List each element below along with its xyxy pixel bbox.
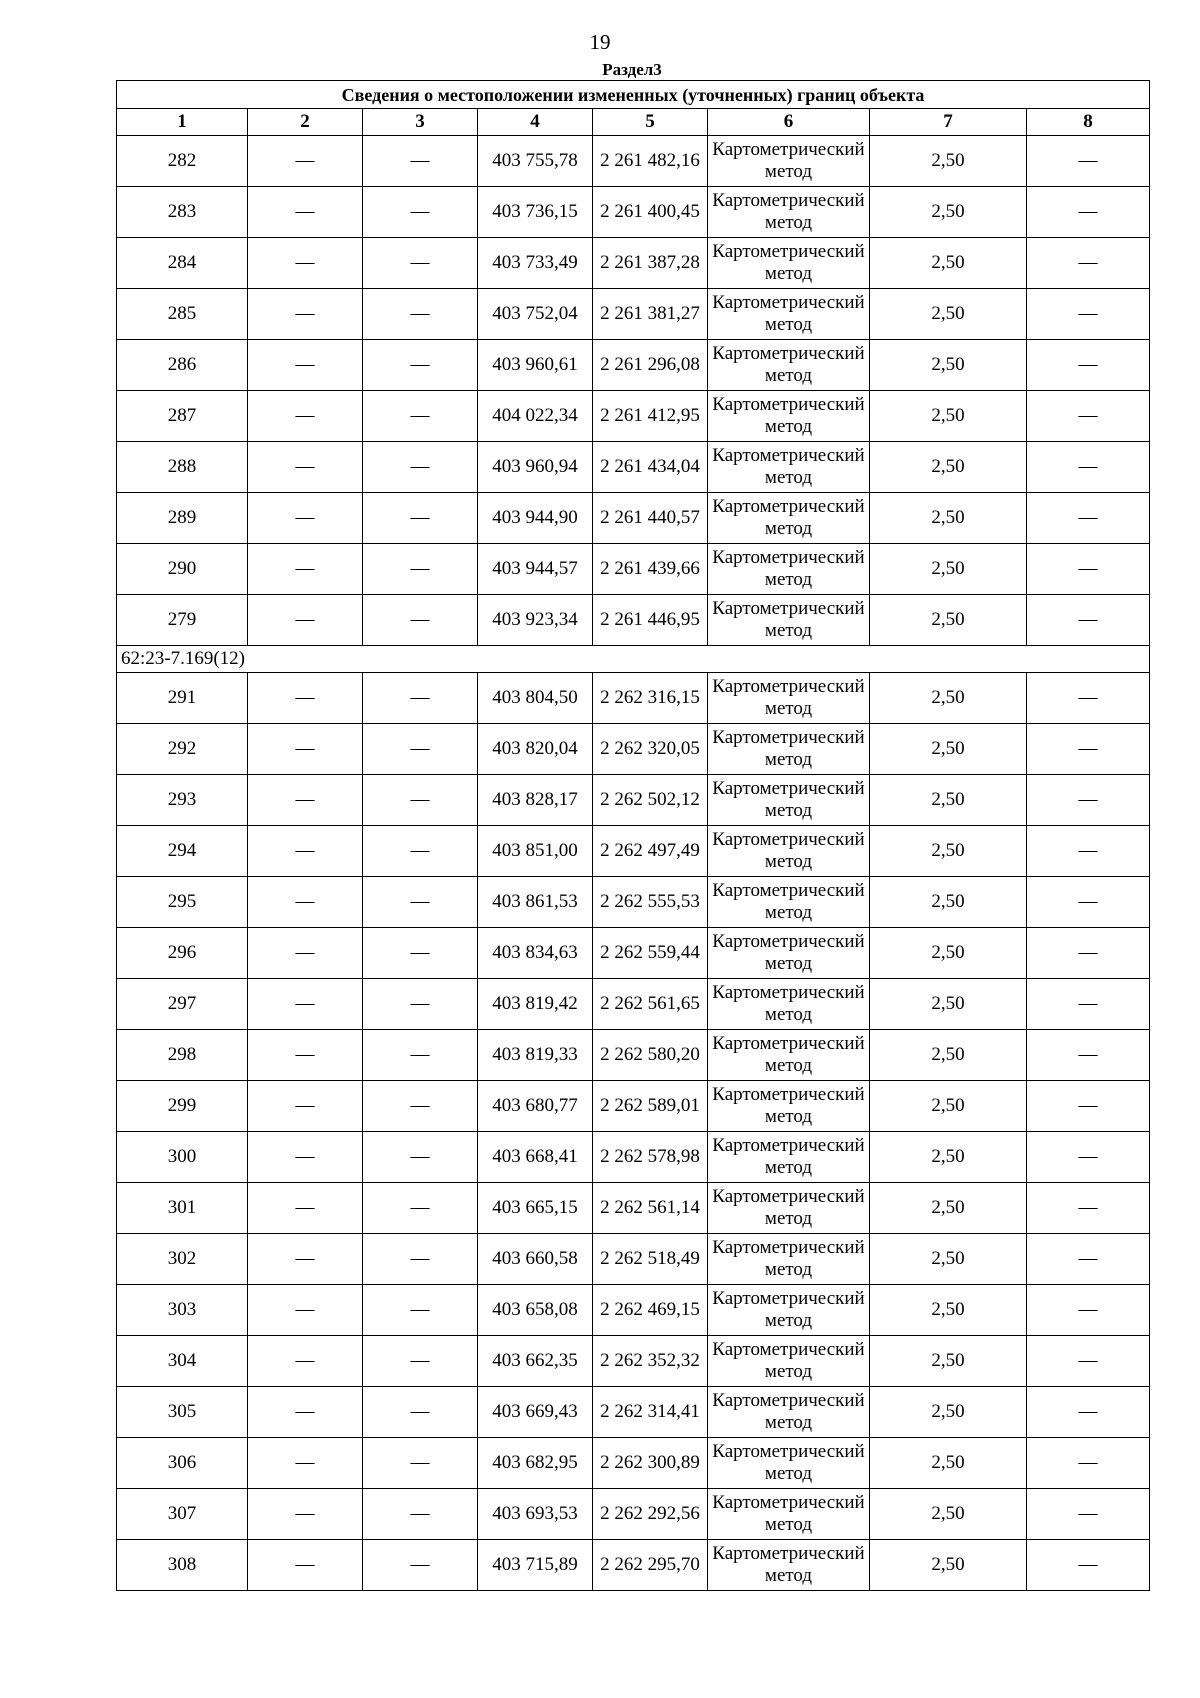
boundary-coordinates-table bbox=[116, 80, 1150, 1591]
col2-cell: — bbox=[248, 1132, 363, 1183]
method-cell: Картометрический метод bbox=[708, 1387, 870, 1438]
y-coordinate-cell: 2 261 296,08 bbox=[593, 340, 708, 391]
col2-cell: — bbox=[248, 391, 363, 442]
table-row bbox=[117, 595, 1150, 646]
accuracy-cell: 2,50 bbox=[870, 979, 1027, 1030]
col8-cell: — bbox=[1027, 1336, 1150, 1387]
col2-cell: — bbox=[248, 1081, 363, 1132]
column-header: 4 bbox=[478, 109, 593, 136]
column-header: 2 bbox=[248, 109, 363, 136]
accuracy-cell: 2,50 bbox=[870, 877, 1027, 928]
point-number-cell: 291 bbox=[117, 673, 248, 724]
col2-cell: — bbox=[248, 1336, 363, 1387]
col3-cell: — bbox=[363, 442, 478, 493]
point-number-cell: 300 bbox=[117, 1132, 248, 1183]
y-coordinate-cell: 2 262 580,20 bbox=[593, 1030, 708, 1081]
x-coordinate-cell: 403 960,61 bbox=[478, 340, 593, 391]
table-row bbox=[117, 1387, 1150, 1438]
method-cell: Картометрический метод bbox=[708, 877, 870, 928]
col2-cell: — bbox=[248, 289, 363, 340]
accuracy-cell: 2,50 bbox=[870, 238, 1027, 289]
table-row bbox=[117, 826, 1150, 877]
x-coordinate-cell: 403 668,41 bbox=[478, 1132, 593, 1183]
col8-cell: — bbox=[1027, 673, 1150, 724]
accuracy-cell: 2,50 bbox=[870, 442, 1027, 493]
col3-cell: — bbox=[363, 826, 478, 877]
y-coordinate-cell: 2 261 440,57 bbox=[593, 493, 708, 544]
method-cell: Картометрический метод bbox=[708, 238, 870, 289]
method-cell: Картометрический метод bbox=[708, 289, 870, 340]
col8-cell: — bbox=[1027, 775, 1150, 826]
method-cell: Картометрический метод bbox=[708, 826, 870, 877]
column-header: 6 bbox=[708, 109, 870, 136]
x-coordinate-cell: 403 923,34 bbox=[478, 595, 593, 646]
point-number-cell: 307 bbox=[117, 1489, 248, 1540]
x-coordinate-cell: 403 851,00 bbox=[478, 826, 593, 877]
col2-cell: — bbox=[248, 1540, 363, 1591]
x-coordinate-cell: 403 960,94 bbox=[478, 442, 593, 493]
point-number-cell: 290 bbox=[117, 544, 248, 595]
col3-cell: — bbox=[363, 1183, 478, 1234]
col3-cell: — bbox=[363, 1438, 478, 1489]
x-coordinate-cell: 403 680,77 bbox=[478, 1081, 593, 1132]
method-cell: Картометрический метод bbox=[708, 1183, 870, 1234]
point-number-cell: 283 bbox=[117, 187, 248, 238]
method-cell: Картометрический метод bbox=[708, 673, 870, 724]
col8-cell: — bbox=[1027, 187, 1150, 238]
x-coordinate-cell: 403 861,53 bbox=[478, 877, 593, 928]
point-number-cell: 293 bbox=[117, 775, 248, 826]
column-header-row bbox=[117, 109, 1150, 136]
col3-cell: — bbox=[363, 775, 478, 826]
table-row bbox=[117, 1183, 1150, 1234]
col3-cell: — bbox=[363, 877, 478, 928]
col8-cell: — bbox=[1027, 391, 1150, 442]
col2-cell: — bbox=[248, 979, 363, 1030]
point-number-cell: 292 bbox=[117, 724, 248, 775]
accuracy-cell: 2,50 bbox=[870, 1285, 1027, 1336]
method-cell: Картометрический метод bbox=[708, 1030, 870, 1081]
accuracy-cell: 2,50 bbox=[870, 493, 1027, 544]
method-cell: Картометрический метод bbox=[708, 1336, 870, 1387]
accuracy-cell: 2,50 bbox=[870, 775, 1027, 826]
column-header: 3 bbox=[363, 109, 478, 136]
col8-cell: — bbox=[1027, 877, 1150, 928]
table-row bbox=[117, 1285, 1150, 1336]
table-row bbox=[117, 1081, 1150, 1132]
point-number-cell: 285 bbox=[117, 289, 248, 340]
accuracy-cell: 2,50 bbox=[870, 1438, 1027, 1489]
accuracy-cell: 2,50 bbox=[870, 1132, 1027, 1183]
x-coordinate-cell: 403 736,15 bbox=[478, 187, 593, 238]
point-number-cell: 302 bbox=[117, 1234, 248, 1285]
point-number-cell: 306 bbox=[117, 1438, 248, 1489]
col3-cell: — bbox=[363, 1081, 478, 1132]
col3-cell: — bbox=[363, 673, 478, 724]
col3-cell: — bbox=[363, 1336, 478, 1387]
col2-cell: — bbox=[248, 238, 363, 289]
group-label: 62:23-7.169(12) bbox=[117, 646, 1150, 673]
accuracy-cell: 2,50 bbox=[870, 1081, 1027, 1132]
y-coordinate-cell: 2 261 400,45 bbox=[593, 187, 708, 238]
point-number-cell: 301 bbox=[117, 1183, 248, 1234]
y-coordinate-cell: 2 262 316,15 bbox=[593, 673, 708, 724]
table-row bbox=[117, 493, 1150, 544]
method-cell: Картометрический метод bbox=[708, 391, 870, 442]
x-coordinate-cell: 403 820,04 bbox=[478, 724, 593, 775]
method-cell: Картометрический метод bbox=[708, 1234, 870, 1285]
x-coordinate-cell: 403 834,63 bbox=[478, 928, 593, 979]
col8-cell: — bbox=[1027, 928, 1150, 979]
y-coordinate-cell: 2 261 387,28 bbox=[593, 238, 708, 289]
col2-cell: — bbox=[248, 1489, 363, 1540]
x-coordinate-cell: 403 819,33 bbox=[478, 1030, 593, 1081]
accuracy-cell: 2,50 bbox=[870, 136, 1027, 187]
table-row bbox=[117, 775, 1150, 826]
col3-cell: — bbox=[363, 187, 478, 238]
y-coordinate-cell: 2 261 381,27 bbox=[593, 289, 708, 340]
accuracy-cell: 2,50 bbox=[870, 391, 1027, 442]
point-number-cell: 308 bbox=[117, 1540, 248, 1591]
x-coordinate-cell: 403 693,53 bbox=[478, 1489, 593, 1540]
col2-cell: — bbox=[248, 544, 363, 595]
col2-cell: — bbox=[248, 442, 363, 493]
x-coordinate-cell: 403 944,90 bbox=[478, 493, 593, 544]
col8-cell: — bbox=[1027, 1132, 1150, 1183]
table-row bbox=[117, 1336, 1150, 1387]
column-header: 8 bbox=[1027, 109, 1150, 136]
point-number-cell: 287 bbox=[117, 391, 248, 442]
accuracy-cell: 2,50 bbox=[870, 289, 1027, 340]
col8-cell: — bbox=[1027, 442, 1150, 493]
point-number-cell: 294 bbox=[117, 826, 248, 877]
col2-cell: — bbox=[248, 775, 363, 826]
point-number-cell: 298 bbox=[117, 1030, 248, 1081]
col8-cell: — bbox=[1027, 1285, 1150, 1336]
y-coordinate-cell: 2 262 555,53 bbox=[593, 877, 708, 928]
table-row bbox=[117, 1030, 1150, 1081]
accuracy-cell: 2,50 bbox=[870, 826, 1027, 877]
col3-cell: — bbox=[363, 1489, 478, 1540]
col8-cell: — bbox=[1027, 1030, 1150, 1081]
x-coordinate-cell: 403 828,17 bbox=[478, 775, 593, 826]
y-coordinate-cell: 2 262 561,65 bbox=[593, 979, 708, 1030]
col3-cell: — bbox=[363, 289, 478, 340]
point-number-cell: 304 bbox=[117, 1336, 248, 1387]
accuracy-cell: 2,50 bbox=[870, 1489, 1027, 1540]
col8-cell: — bbox=[1027, 979, 1150, 1030]
x-coordinate-cell: 403 658,08 bbox=[478, 1285, 593, 1336]
table-row bbox=[117, 442, 1150, 493]
accuracy-cell: 2,50 bbox=[870, 1234, 1027, 1285]
col2-cell: — bbox=[248, 928, 363, 979]
y-coordinate-cell: 2 262 561,14 bbox=[593, 1183, 708, 1234]
y-coordinate-cell: 2 262 292,56 bbox=[593, 1489, 708, 1540]
col8-cell: — bbox=[1027, 136, 1150, 187]
column-header: 1 bbox=[117, 109, 248, 136]
col3-cell: — bbox=[363, 928, 478, 979]
col8-cell: — bbox=[1027, 1438, 1150, 1489]
column-header: 7 bbox=[870, 109, 1027, 136]
col8-cell: — bbox=[1027, 1540, 1150, 1591]
col3-cell: — bbox=[363, 1540, 478, 1591]
method-cell: Картометрический метод bbox=[708, 1081, 870, 1132]
col8-cell: — bbox=[1027, 1234, 1150, 1285]
x-coordinate-cell: 403 665,15 bbox=[478, 1183, 593, 1234]
method-cell: Картометрический метод bbox=[708, 1132, 870, 1183]
col2-cell: — bbox=[248, 136, 363, 187]
table-row bbox=[117, 1540, 1150, 1591]
y-coordinate-cell: 2 262 502,12 bbox=[593, 775, 708, 826]
y-coordinate-cell: 2 261 446,95 bbox=[593, 595, 708, 646]
table-caption: Сведения о местоположении измененных (уточненных) границ объекта bbox=[117, 81, 1150, 109]
x-coordinate-cell: 403 755,78 bbox=[478, 136, 593, 187]
table-row bbox=[117, 289, 1150, 340]
col8-cell: — bbox=[1027, 826, 1150, 877]
col3-cell: — bbox=[363, 724, 478, 775]
col2-cell: — bbox=[248, 340, 363, 391]
x-coordinate-cell: 403 682,95 bbox=[478, 1438, 593, 1489]
col2-cell: — bbox=[248, 1234, 363, 1285]
method-cell: Картометрический метод bbox=[708, 1489, 870, 1540]
col3-cell: — bbox=[363, 595, 478, 646]
x-coordinate-cell: 403 660,58 bbox=[478, 1234, 593, 1285]
col8-cell: — bbox=[1027, 1183, 1150, 1234]
point-number-cell: 279 bbox=[117, 595, 248, 646]
y-coordinate-cell: 2 261 439,66 bbox=[593, 544, 708, 595]
col2-cell: — bbox=[248, 1030, 363, 1081]
col2-cell: — bbox=[248, 673, 363, 724]
point-number-cell: 296 bbox=[117, 928, 248, 979]
method-cell: Картометрический метод bbox=[708, 724, 870, 775]
method-cell: Картометрический метод bbox=[708, 442, 870, 493]
method-cell: Картометрический метод bbox=[708, 136, 870, 187]
x-coordinate-cell: 404 022,34 bbox=[478, 391, 593, 442]
table-row bbox=[117, 877, 1150, 928]
page-number: 19 bbox=[589, 30, 611, 54]
col8-cell: — bbox=[1027, 289, 1150, 340]
point-number-cell: 282 bbox=[117, 136, 248, 187]
table-row bbox=[117, 1234, 1150, 1285]
column-header: 5 bbox=[593, 109, 708, 136]
method-cell: Картометрический метод bbox=[708, 595, 870, 646]
y-coordinate-cell: 2 262 320,05 bbox=[593, 724, 708, 775]
col8-cell: — bbox=[1027, 493, 1150, 544]
y-coordinate-cell: 2 262 589,01 bbox=[593, 1081, 708, 1132]
table-row bbox=[117, 238, 1150, 289]
col3-cell: — bbox=[363, 544, 478, 595]
accuracy-cell: 2,50 bbox=[870, 1336, 1027, 1387]
col2-cell: — bbox=[248, 1285, 363, 1336]
table-row bbox=[117, 136, 1150, 187]
x-coordinate-cell: 403 804,50 bbox=[478, 673, 593, 724]
col8-cell: — bbox=[1027, 238, 1150, 289]
x-coordinate-cell: 403 715,89 bbox=[478, 1540, 593, 1591]
method-cell: Картометрический метод bbox=[708, 775, 870, 826]
method-cell: Картометрический метод bbox=[708, 928, 870, 979]
col2-cell: — bbox=[248, 187, 363, 238]
method-cell: Картометрический метод bbox=[708, 1438, 870, 1489]
point-number-cell: 288 bbox=[117, 442, 248, 493]
col3-cell: — bbox=[363, 493, 478, 544]
method-cell: Картометрический метод bbox=[708, 1285, 870, 1336]
y-coordinate-cell: 2 262 518,49 bbox=[593, 1234, 708, 1285]
method-cell: Картометрический метод bbox=[708, 979, 870, 1030]
col2-cell: — bbox=[248, 1183, 363, 1234]
method-cell: Картометрический метод bbox=[708, 493, 870, 544]
y-coordinate-cell: 2 261 434,04 bbox=[593, 442, 708, 493]
accuracy-cell: 2,50 bbox=[870, 187, 1027, 238]
method-cell: Картометрический метод bbox=[708, 187, 870, 238]
y-coordinate-cell: 2 261 482,16 bbox=[593, 136, 708, 187]
point-number-cell: 289 bbox=[117, 493, 248, 544]
table-body bbox=[117, 81, 1150, 1591]
accuracy-cell: 2,50 bbox=[870, 1540, 1027, 1591]
x-coordinate-cell: 403 819,42 bbox=[478, 979, 593, 1030]
table-caption-row bbox=[117, 81, 1150, 109]
y-coordinate-cell: 2 262 497,49 bbox=[593, 826, 708, 877]
accuracy-cell: 2,50 bbox=[870, 724, 1027, 775]
col8-cell: — bbox=[1027, 340, 1150, 391]
col3-cell: — bbox=[363, 1132, 478, 1183]
point-number-cell: 305 bbox=[117, 1387, 248, 1438]
col2-cell: — bbox=[248, 595, 363, 646]
col3-cell: — bbox=[363, 1387, 478, 1438]
y-coordinate-cell: 2 262 352,32 bbox=[593, 1336, 708, 1387]
col8-cell: — bbox=[1027, 544, 1150, 595]
point-number-cell: 295 bbox=[117, 877, 248, 928]
col3-cell: — bbox=[363, 1030, 478, 1081]
accuracy-cell: 2,50 bbox=[870, 1183, 1027, 1234]
method-cell: Картометрический метод bbox=[708, 544, 870, 595]
table-row bbox=[117, 187, 1150, 238]
y-coordinate-cell: 2 262 578,98 bbox=[593, 1132, 708, 1183]
accuracy-cell: 2,50 bbox=[870, 1030, 1027, 1081]
table-row bbox=[117, 1438, 1150, 1489]
x-coordinate-cell: 403 733,49 bbox=[478, 238, 593, 289]
col3-cell: — bbox=[363, 979, 478, 1030]
col3-cell: — bbox=[363, 1234, 478, 1285]
table-row bbox=[117, 928, 1150, 979]
table-row bbox=[117, 544, 1150, 595]
accuracy-cell: 2,50 bbox=[870, 928, 1027, 979]
group-label-row bbox=[117, 646, 1150, 673]
point-number-cell: 297 bbox=[117, 979, 248, 1030]
accuracy-cell: 2,50 bbox=[870, 1387, 1027, 1438]
col8-cell: — bbox=[1027, 1387, 1150, 1438]
y-coordinate-cell: 2 262 469,15 bbox=[593, 1285, 708, 1336]
section-title: Раздел3 bbox=[602, 60, 662, 79]
col2-cell: — bbox=[248, 1387, 363, 1438]
x-coordinate-cell: 403 662,35 bbox=[478, 1336, 593, 1387]
method-cell: Картометрический метод bbox=[708, 1540, 870, 1591]
y-coordinate-cell: 2 262 314,41 bbox=[593, 1387, 708, 1438]
col8-cell: — bbox=[1027, 1081, 1150, 1132]
table-row bbox=[117, 979, 1150, 1030]
col3-cell: — bbox=[363, 391, 478, 442]
col8-cell: — bbox=[1027, 1489, 1150, 1540]
table-row bbox=[117, 340, 1150, 391]
table-row bbox=[117, 673, 1150, 724]
point-number-cell: 286 bbox=[117, 340, 248, 391]
col3-cell: — bbox=[363, 238, 478, 289]
col2-cell: — bbox=[248, 826, 363, 877]
accuracy-cell: 2,50 bbox=[870, 595, 1027, 646]
table-row bbox=[117, 1132, 1150, 1183]
point-number-cell: 303 bbox=[117, 1285, 248, 1336]
y-coordinate-cell: 2 262 295,70 bbox=[593, 1540, 708, 1591]
col8-cell: — bbox=[1027, 724, 1150, 775]
col2-cell: — bbox=[248, 1438, 363, 1489]
point-number-cell: 284 bbox=[117, 238, 248, 289]
accuracy-cell: 2,50 bbox=[870, 673, 1027, 724]
point-number-cell: 299 bbox=[117, 1081, 248, 1132]
col3-cell: — bbox=[363, 340, 478, 391]
accuracy-cell: 2,50 bbox=[870, 544, 1027, 595]
col3-cell: — bbox=[363, 136, 478, 187]
col2-cell: — bbox=[248, 493, 363, 544]
col8-cell: — bbox=[1027, 595, 1150, 646]
table-row bbox=[117, 391, 1150, 442]
col3-cell: — bbox=[363, 1285, 478, 1336]
col2-cell: — bbox=[248, 877, 363, 928]
y-coordinate-cell: 2 262 559,44 bbox=[593, 928, 708, 979]
accuracy-cell: 2,50 bbox=[870, 340, 1027, 391]
table-row bbox=[117, 1489, 1150, 1540]
method-cell: Картометрический метод bbox=[708, 340, 870, 391]
x-coordinate-cell: 403 752,04 bbox=[478, 289, 593, 340]
y-coordinate-cell: 2 261 412,95 bbox=[593, 391, 708, 442]
table-row bbox=[117, 724, 1150, 775]
x-coordinate-cell: 403 669,43 bbox=[478, 1387, 593, 1438]
x-coordinate-cell: 403 944,57 bbox=[478, 544, 593, 595]
y-coordinate-cell: 2 262 300,89 bbox=[593, 1438, 708, 1489]
col2-cell: — bbox=[248, 724, 363, 775]
